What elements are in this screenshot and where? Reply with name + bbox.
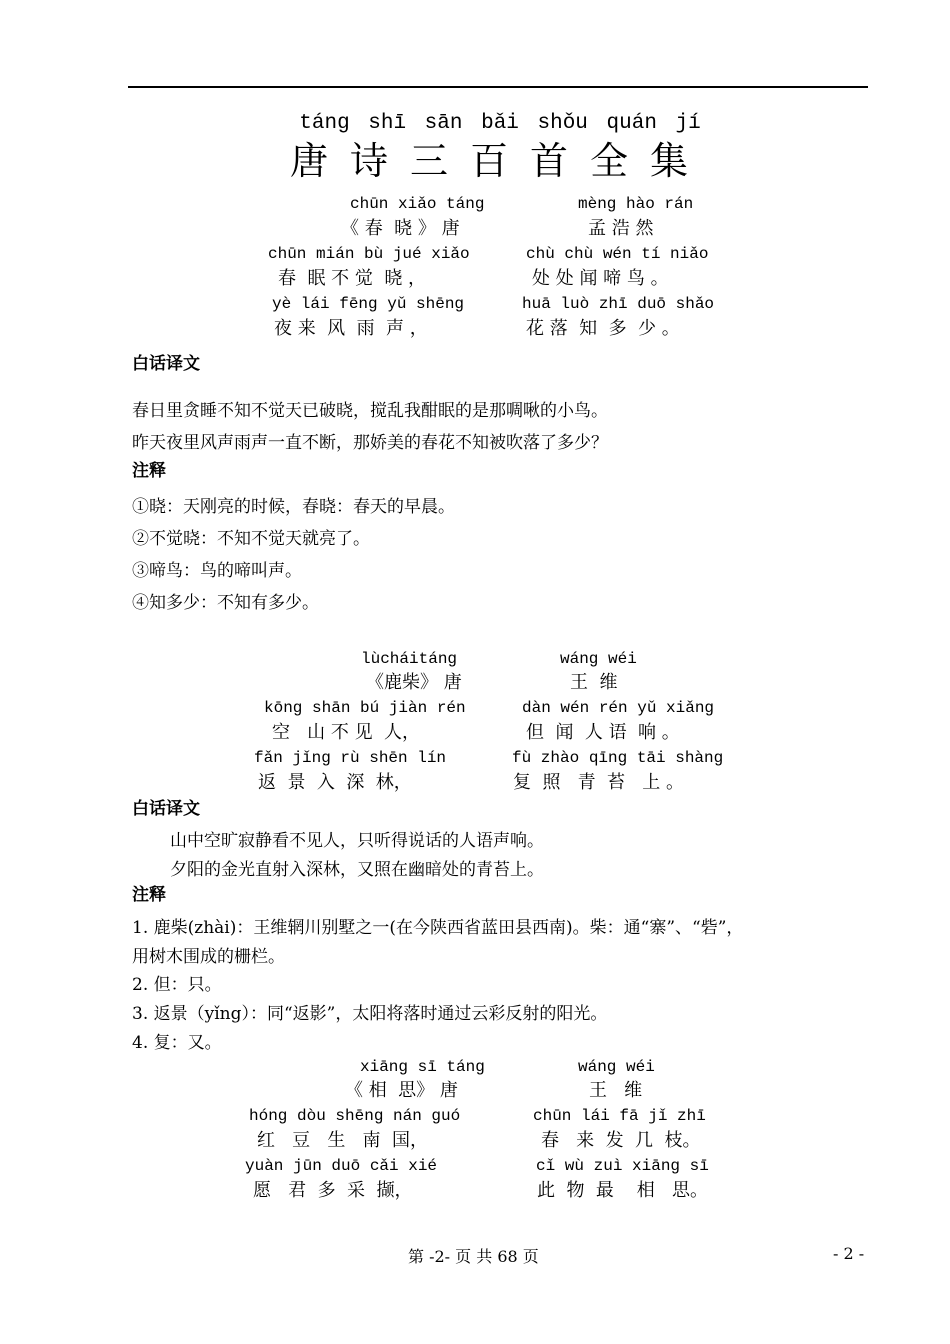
poem-line-pinyin: yè lái fēng yǔ shēng [272, 295, 465, 313]
translation-line: 山中空旷寂静看不见人，只听得说话的人语声响。 [170, 831, 544, 851]
poem-line: 花 落 知 多 少 。 [526, 318, 680, 339]
poem-title-pinyin: chūn xiǎo táng [350, 195, 485, 213]
translation-line: 夕阳的金光直射入深林，又照在幽暗处的青苔上。 [170, 860, 544, 880]
poem-author-pinyin: mèng hào rán [578, 195, 694, 213]
poem-author-pinyin: wáng wéi [578, 1058, 655, 1076]
note-item: 3. 返景（yǐng）：同“返影”，太阳将落时通过云彩反射的阳光。 [132, 1004, 608, 1024]
poem-line: 春 眠 不 觉 晓 ， [278, 268, 427, 289]
poem-line-pinyin: hóng dòu shēng nán guó [249, 1107, 461, 1125]
note-item: ④知多少：不知有多少。 [132, 593, 319, 613]
notes-heading: 注释 [132, 461, 166, 481]
poem-title-pinyin: xiāng sī táng [360, 1058, 485, 1076]
page-counter: 第 -2- 页 共 68 页 [408, 1247, 539, 1266]
poem-author: 孟 浩 然 [588, 218, 654, 239]
poem-line-pinyin: chù chù wén tí niǎo [526, 245, 709, 263]
translation-heading: 白话译文 [132, 799, 200, 819]
translation-line: 昨天夜里风声雨声一直不断，那娇美的春花不知被吹落了多少？ [132, 433, 608, 453]
note-item: 1. 鹿柴(zhài)：王维辋川别墅之一(在今陕西省蓝田县西南)。柴：通“寨”、“砦”， [132, 918, 744, 938]
poem-line-pinyin: huā luò zhī duō shǎo [522, 295, 715, 313]
poem-author: 王 维 [589, 1080, 643, 1101]
poem-line-pinyin: fǎn jǐng rù shēn lín [254, 749, 447, 767]
poem-line-pinyin: fù zhào qīng tāi shàng [512, 749, 724, 767]
poem-line-pinyin: yuàn jūn duō cǎi xié [245, 1157, 438, 1175]
page-number: - 2 - [833, 1244, 865, 1263]
poem-line: 返 景 入 深 林， [258, 772, 412, 793]
poem-line: 此 物 最 相 思。 [537, 1180, 708, 1201]
poem-line: 但 闻 人 语 响 。 [526, 722, 680, 743]
note-item: 用树木围成的栅栏。 [132, 947, 285, 967]
poem-author-pinyin: wáng wéi [560, 650, 637, 668]
note-item: ②不觉晓：不知不觉天就亮了。 [132, 529, 370, 549]
translation-line: 春日里贪睡不知不觉天已破晓，搅乱我酣眠的是那啁啾的小鸟。 [132, 401, 608, 421]
poem-author: 王 维 [570, 672, 618, 693]
poem-line-pinyin: kōng shān bú jiàn rén [264, 699, 466, 717]
poem-line: 红 豆 生 南 国， [257, 1130, 428, 1151]
poem-line: 夜 来 风 雨 声 ， [274, 318, 428, 339]
poem-line: 愿 君 多 采 撷， [253, 1180, 413, 1201]
poem-line-pinyin: cǐ wù zuì xiāng sī [536, 1157, 709, 1175]
poem-line-pinyin: dàn wén rén yǔ xiǎng [522, 699, 715, 717]
header-rule [128, 86, 868, 88]
translation-heading: 白话译文 [132, 354, 200, 374]
poem-line: 空 山 不 见 人， [272, 722, 421, 743]
note-item: 2. 但：只。 [132, 975, 222, 995]
page-title: 唐诗三百首全集 [289, 139, 710, 183]
note-item: 4. 复：又。 [132, 1033, 222, 1053]
notes-heading: 注释 [132, 885, 166, 905]
poem-title-pinyin: lùcháitáng [361, 650, 458, 668]
poem-title: 《鹿柴》 唐 [366, 672, 462, 693]
poem-line: 处 处 闻 啼 鸟 。 [532, 268, 669, 289]
note-item: ③啼鸟：鸟的啼叫声。 [132, 561, 302, 581]
poem-title: 《 春 晓 》 唐 [341, 218, 460, 239]
poem-line-pinyin: chūn lái fā jǐ zhī [533, 1107, 706, 1125]
title-pinyin: táng shī sān bǎi shǒu quán jí [299, 112, 701, 135]
note-item: ①晓：天刚亮的时候，春晓：春天的早晨。 [132, 497, 455, 517]
poem-title: 《 相 思》 唐 [345, 1080, 458, 1101]
poem-line: 复 照 青 苔 上 。 [513, 772, 684, 793]
poem-line: 春 来 发 几 枝。 [541, 1130, 701, 1151]
poem-line-pinyin: chūn mián bù jué xiǎo [268, 245, 470, 263]
